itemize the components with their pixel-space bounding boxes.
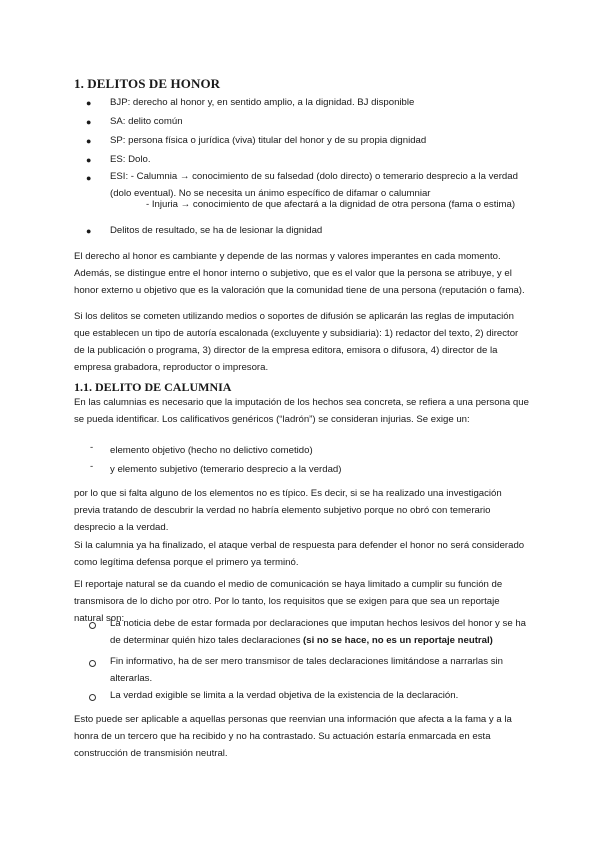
bullet-dot: ● <box>86 155 92 165</box>
circle-item-text: La noticia debe de estar formada por declaraciones que imputan hechos lesivos del honor y se ha de determinar quién hizo tales declaraciones <box>110 618 526 646</box>
bullet-es: ES: Dolo. <box>110 154 151 165</box>
circle-marker <box>89 694 96 701</box>
bullet-dot: ● <box>86 173 92 183</box>
esi-sub-injuria: - Injuria → conocimiento de que afectará a la dignidad de otra persona (fama o estima) <box>146 199 516 210</box>
bullet-dot: ● <box>86 226 92 236</box>
paragraph-difusion: Si los delitos se cometen utilizando medios o soportes de difusión se aplicarán las reglas de imputación que establecen un tipo de autoría escalonada (excluyente y subsidiaria): 1) redactor del texto, 2) director de la publicación o programa, 3) director de la empresa editora, emisora o difusora, 4) director de la empresa grabadora, reproductor o impresora. <box>74 311 519 373</box>
bullet-dot: ● <box>86 98 92 108</box>
paragraph-transmision-neutral: Esto puede ser aplicable a aquellas personas que reenvian una información que afecta a la fama y a la honra de un tercero que ha recibido y no ha contrastado. Su actuación estaría enmarcada en esta construcción de transmisión neutral. <box>74 714 512 759</box>
bullet-dot: ● <box>86 136 92 146</box>
bullet-sa: SA: delito común <box>110 116 183 127</box>
paragraph-tipicidad: por lo que si falta alguno de los elementos no es típico. Es decir, si se ha realizado una investigación previa tratando de descubrir la verdad no habría elemento subjetivo porque no obró con temerario desprecio a la verdad. <box>74 488 502 533</box>
paragraph-honor: El derecho al honor es cambiante y depende de las normas y valores imperantes en cada momento. Además, se distingue entre el honor interno o subjetivo, que es el valor que la persona se atribuye, y el honor externo u objetivo que es la valoración que la comunidad tiene de una persona (reputación o fama). <box>74 251 525 296</box>
bullet-esi: ESI: - Calumnia → conocimiento de su falsedad (dolo directo) o temerario desprecio a la verdad (dolo eventual). No se necesita un ánimo específico de difamar o calumniar <box>110 171 518 199</box>
section-title: 1. DELITOS DE HONOR <box>74 76 221 91</box>
paragraph-calumnias: En las calumnias es necesario que la imputación de los hechos sea concreta, se refiera a una persona que se pueda identificar. Los calificativos genéricos (“ladrón”) se consideran injurias. Se exige un: <box>74 397 529 425</box>
bullet-bjp: BJP: derecho al honor y, en sentido amplio, a la dignidad. BJ disponible <box>110 97 415 108</box>
dash-item-objetivo: elemento objetivo (hecho no delictivo cometido) <box>110 445 313 456</box>
circle-item-fin-informativo: Fin informativo, ha de ser mero transmisor de tales declaraciones limitándose a narrarlas sin alterarlas. <box>110 656 503 684</box>
bullet-delitos-resultado: Delitos de resultado, se ha de lesionar la dignidad <box>110 225 323 236</box>
dash-item-subjetivo: y elemento subjetivo (temerario desprecio a la verdad) <box>110 464 342 475</box>
circle-item-bold: (si no se hace, no es un reportaje neutral) <box>300 635 493 646</box>
circle-item-verdad: La verdad exigible se limita a la verdad objetiva de la existencia de la declaración. <box>110 690 459 701</box>
dash-marker: - <box>90 442 94 453</box>
dash-marker: - <box>90 461 94 472</box>
paragraph-reportaje-natural: El reportaje natural se da cuando el medio de comunicación se haya limitado a cumplir su función de transmisora de lo dicho por otro. Por lo tanto, los requisitos que se exigen para que sea un reportaje natural son: <box>74 579 503 624</box>
circle-marker <box>89 622 96 629</box>
paragraph-legitima-defensa: Si la calumnia ya ha finalizado, el ataque verbal de respuesta para defender el honor no será considerado como legítima defensa porque el primero ya terminó. <box>74 540 525 568</box>
subsection-title: 1.1. DELITO DE CALUMNIA <box>74 380 232 394</box>
circle-marker <box>89 660 96 667</box>
bullet-dot: ● <box>86 117 92 127</box>
circle-item-noticia <box>110 615 530 649</box>
bullet-sp: SP: persona física o jurídica (viva) titular del honor y de su propia dignidad <box>110 135 427 146</box>
